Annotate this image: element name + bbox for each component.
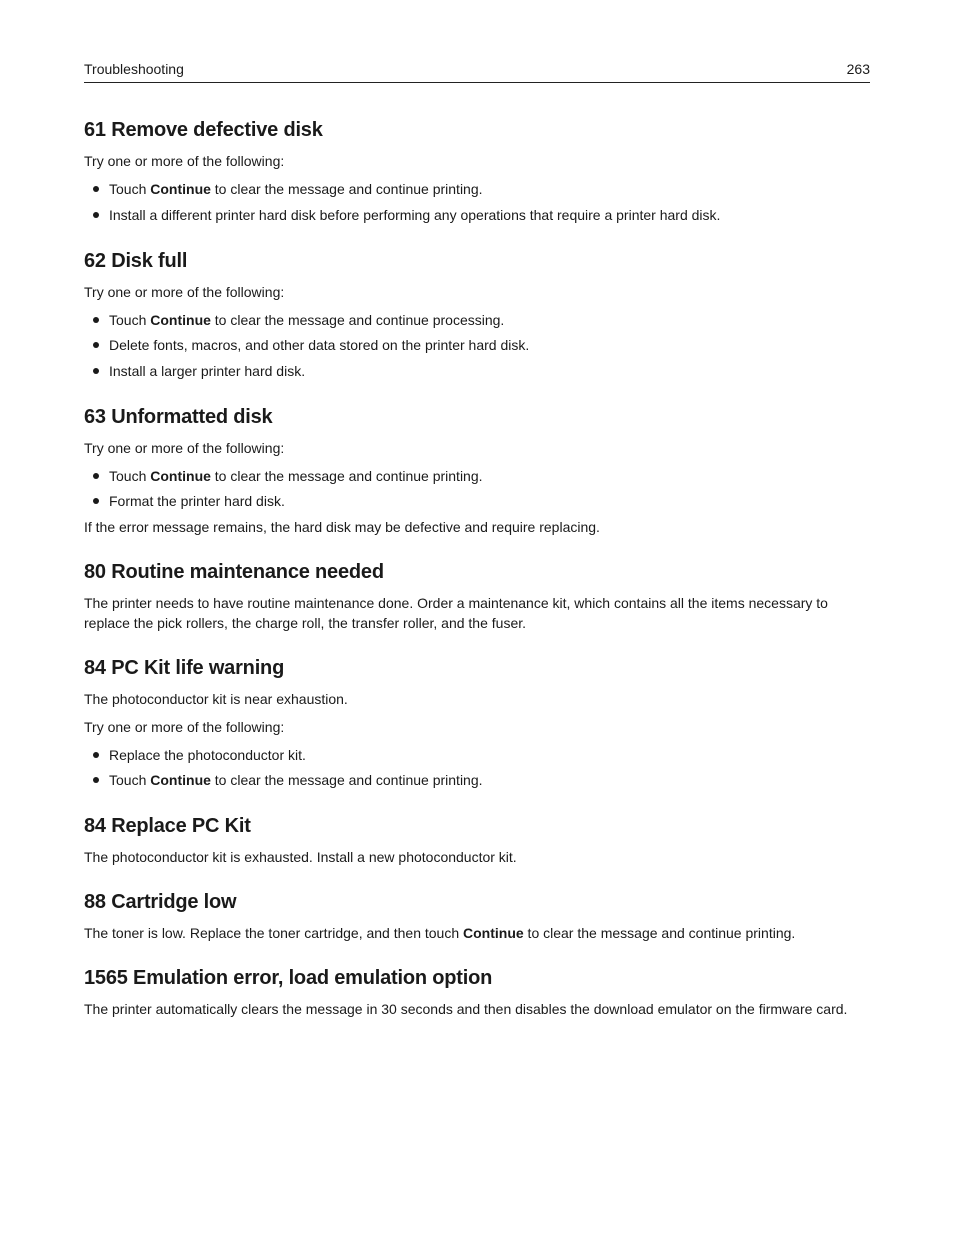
page-header <box>84 60 870 83</box>
section-intro: Try one or more of the following: <box>84 439 285 456</box>
bullet-icon <box>93 473 99 479</box>
list-item: Replace the photoconductor kit. <box>84 745 872 765</box>
section-heading: 84 Replace PC Kit <box>84 815 251 837</box>
section-63-unformatted-disk <box>84 405 872 537</box>
section-note: If the error message remains, the hard disk may be defective and require replacing. <box>84 518 600 535</box>
list-item: Touch Continue to clear the message and continue printing. <box>84 179 872 199</box>
section-heading: 88 Cartridge low <box>84 891 237 913</box>
list-item: Delete fonts, macros, and other data stored on the printer hard disk. <box>84 335 872 355</box>
continue-button-label: Continue <box>463 925 524 941</box>
section-1565-emulation-error <box>84 966 872 1019</box>
bullet-icon <box>93 317 99 323</box>
bullet-icon <box>93 368 99 374</box>
bullet-icon <box>93 342 99 348</box>
list-item: Format the printer hard disk. <box>84 491 872 511</box>
section-intro: Try one or more of the following: <box>84 153 285 169</box>
continue-button-label: Continue <box>150 772 211 788</box>
list-item: Touch Continue to clear the message and continue printing. <box>84 770 872 790</box>
bullet-icon <box>93 777 99 783</box>
section-80-routine-maintenance <box>84 560 872 633</box>
section-body: The photoconductor kit is near exhaustion. <box>84 690 348 707</box>
section-heading: 61 Remove defective disk <box>84 119 323 141</box>
page-number: 263 <box>846 61 870 77</box>
section-84-replace-pc-kit <box>84 814 872 867</box>
section-intro: Try one or more of the following: <box>84 718 285 735</box>
section-body: The printer needs to have routine maintenance done. Order a maintenance kit, which contains all the items necessary to replace the pick rollers, the charge roll, the transfer roller, and the fuser. <box>84 594 828 631</box>
section-61-remove-defective-disk <box>84 118 872 225</box>
section-body: The printer automatically clears the message in 30 seconds and then disables the download emulator on the firmware card. <box>84 1001 848 1017</box>
list-item: Install a larger printer hard disk. <box>84 361 872 381</box>
continue-button-label: Continue <box>150 467 211 484</box>
section-62-disk-full <box>84 249 872 381</box>
bullet-icon <box>93 186 99 192</box>
section-body: The photoconductor kit is exhausted. Install a new photoconductor kit. <box>84 849 517 865</box>
list-item: Touch Continue to clear the message and continue processing. <box>84 310 872 330</box>
section-88-cartridge-low <box>84 890 872 943</box>
list-item: Touch Continue to clear the message and continue printing. <box>84 466 872 486</box>
bullet-list <box>84 466 872 512</box>
running-header-title: Troubleshooting <box>84 61 184 77</box>
bullet-icon <box>93 498 99 504</box>
section-84-pc-kit-life-warning <box>84 656 872 791</box>
continue-button-label: Continue <box>150 181 211 197</box>
section-heading: 1565 Emulation error, load emulation option <box>84 967 493 989</box>
bullet-icon <box>93 212 99 218</box>
section-heading: 80 Routine maintenance needed <box>84 560 384 583</box>
section-heading: 84 PC Kit life warning <box>84 656 285 679</box>
section-body: The toner is low. Replace the toner cartridge, and then touch Continue to clear the message and continue printing. <box>84 925 796 941</box>
bullet-list <box>84 179 872 225</box>
page-content <box>84 118 872 1027</box>
section-intro: Try one or more of the following: <box>84 283 285 300</box>
bullet-list <box>84 310 872 381</box>
bullet-list <box>84 745 872 791</box>
list-item: Install a different printer hard disk before performing any operations that require a printer hard disk. <box>84 205 872 225</box>
section-heading: 62 Disk full <box>84 249 188 272</box>
continue-button-label: Continue <box>150 311 211 328</box>
section-heading: 63 Unformatted disk <box>84 405 273 428</box>
bullet-icon <box>93 752 99 758</box>
